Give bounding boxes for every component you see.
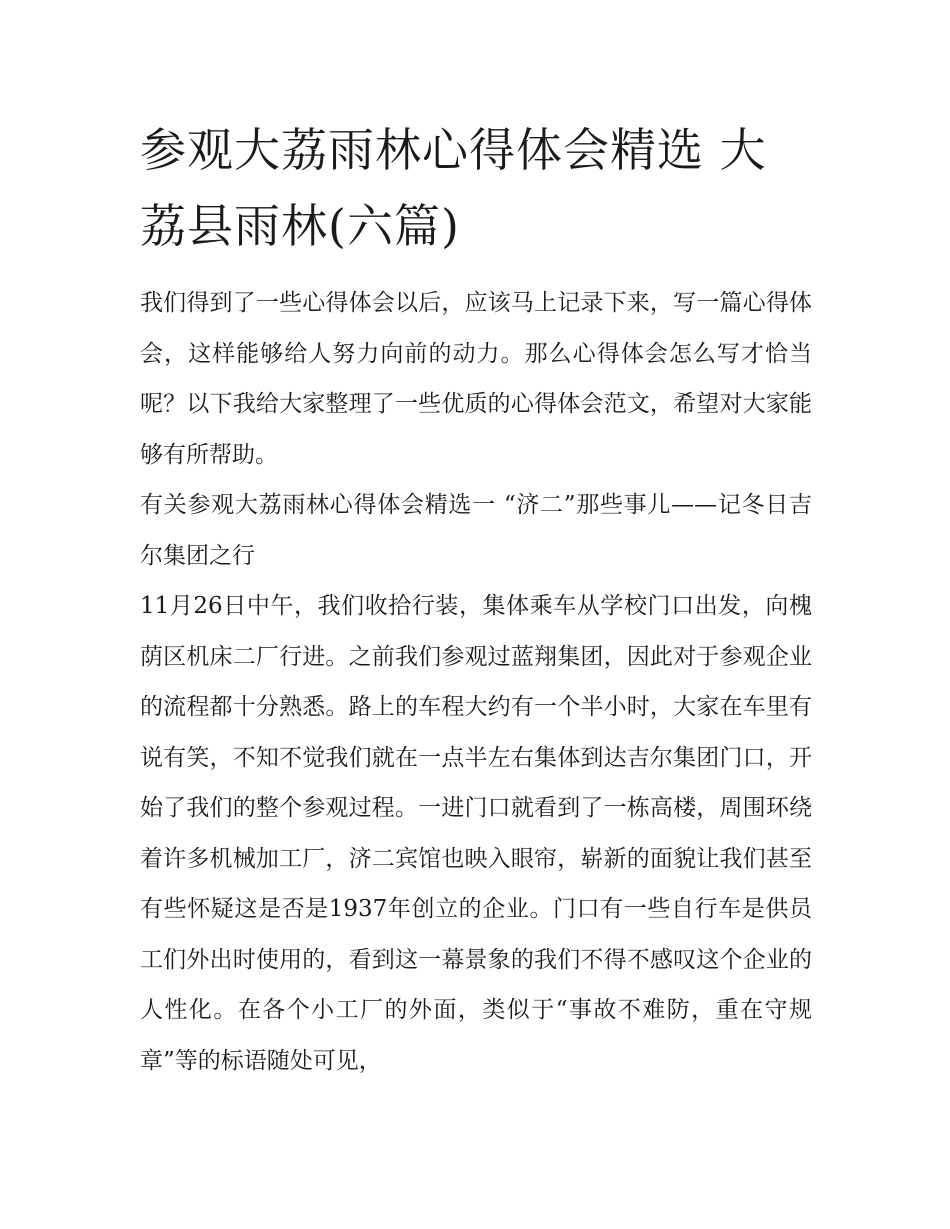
document-page bbox=[140, 112, 812, 1086]
title-spacer bbox=[140, 264, 812, 278]
section-heading-paragraph: 有关参观大荔雨林心得体会精选一 “济二”那些事儿——记冬日吉尔集团之行 bbox=[140, 492, 812, 569]
document-title: 参观大荔雨林心得体会精选 大荔县雨林(六篇) bbox=[140, 123, 767, 253]
intro-paragraph: 我们得到了一些心得体会以后，应该马上记录下来，写一篇心得体会，这样能够给人努力向前的动力。那么心得体会怎么写才恰当呢？以下我给大家整理了一些优质的心得体会范文，希望对大家能够有所帮助。 bbox=[140, 290, 812, 468]
body-paragraph: 11月26日中午，我们收拾行装，集体乘车从学校门口出发，向槐荫区机床二厂行进。之前我们参观过蓝翔集团，因此对于参观企业的流程都十分熟悉。路上的车程大约有一个半小时，大家在车里有说有笑，不知不觉我们就在一点半左右集体到达吉尔集团门口，开始了我们的整个参观过程。一进门口就看到了一栋高楼，周围环绕着许多机械加工厂，济二宾馆也映入眼帘，崭新的面貌让我们甚至有些怀疑这是否是1937年创立的企业。门口有一些自行车是供员工们外出时使用的，看到这一幕景象的我们不得不感叹这个企业的人性化。在各个小工厂的外面，类似于“事故不难防，重在守规章”等的标语随处可见， bbox=[140, 593, 812, 1074]
